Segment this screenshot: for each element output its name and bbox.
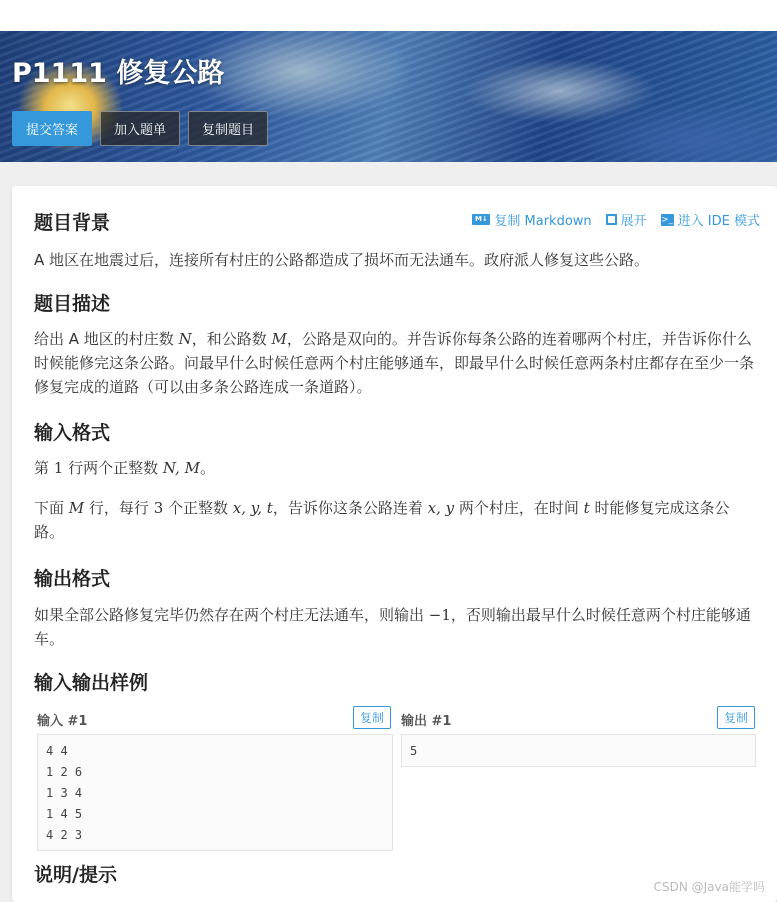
output-format-text (34, 603, 756, 651)
sample-input-box (37, 734, 393, 851)
math-expr: x, y (427, 499, 455, 517)
sample-output-label: 输出 #1 (401, 714, 452, 729)
text-span: 时能修复完成这条公路。 (34, 499, 730, 541)
csdn-watermark: CSDN @Java能学吗 (653, 880, 765, 894)
input-format-p2 (34, 496, 756, 544)
text-span: 如果全部公路修复完毕仍然存在两个村庄无法通车，则输出 (34, 606, 429, 624)
sample-input-label: 输入 #1 (37, 714, 88, 729)
expand-link[interactable] (606, 210, 647, 229)
sample-input-line: 1 4 5 (46, 807, 83, 821)
add-to-list-button[interactable]: 加入题单 (100, 111, 180, 146)
text-span: ，告诉你这条公路连着 (272, 499, 428, 517)
copy-output-button[interactable]: 复制 (717, 706, 755, 729)
input-format-p1 (34, 456, 756, 480)
problem-title: P1111 修复公路 (12, 58, 225, 89)
sample-input-line: 1 3 4 (46, 786, 83, 800)
desc-part-1: 给出 A 地区的村庄数 (34, 330, 179, 348)
banner-actions (12, 111, 268, 146)
text-span: 两个村庄，在时间 (454, 499, 584, 517)
math-expr: x, y, t (232, 499, 273, 517)
description-heading: 题目描述 (34, 293, 111, 315)
var-m: M (271, 330, 287, 348)
sample-output-line: 5 (410, 744, 418, 758)
input-format-heading: 输入格式 (34, 422, 111, 444)
background-heading: 题目背景 (34, 212, 111, 234)
problem-card (12, 186, 777, 902)
text-span: 行两个正整数 (63, 459, 163, 477)
math-expr: M (68, 499, 85, 517)
hint-heading: 说明/提示 (34, 864, 117, 886)
text-span: 下面 (34, 499, 69, 517)
problem-banner (0, 31, 777, 162)
copy-input-button[interactable]: 复制 (353, 706, 391, 729)
samples-heading: 输入输出样例 (34, 672, 149, 694)
terminal-icon: >_ (661, 214, 674, 225)
expand-icon (606, 214, 617, 225)
problem-toolbar (472, 210, 760, 229)
output-format-heading: 输出格式 (34, 568, 111, 590)
text-span: 行，每行 (84, 499, 154, 517)
ide-mode-link[interactable] (661, 210, 760, 229)
desc-part-3: ，公路是双向的。并告诉你每条公路的连着哪两个村庄，并告诉你什么时候能修完这条公路。问最早什么时候任意两个村庄能够通车，即最早什么时候任意两条村庄都存在至少一条修复完成的道路（可以由多条公路连成一条道路）。 (34, 330, 755, 396)
top-strip (0, 0, 777, 31)
desc-part-2: ，和公路数 (191, 330, 272, 348)
copy-markdown-link[interactable] (472, 210, 591, 229)
markdown-icon: M↓ (472, 214, 490, 225)
math-num: −1 (428, 606, 451, 624)
submit-answer-button[interactable]: 提交答案 (12, 111, 92, 146)
var-n: N (178, 330, 192, 348)
copy-markdown-label: 复制 Markdown (494, 214, 592, 229)
sample-input-line: 1 2 6 (46, 765, 83, 779)
math-expr: t (583, 499, 590, 517)
sample-output-box (401, 734, 756, 767)
ide-mode-label: 进入 IDE 模式 (677, 214, 760, 229)
text-span: 个正整数 (163, 499, 233, 517)
math-num: 3 (153, 499, 164, 517)
copy-problem-button[interactable]: 复制题目 (188, 111, 268, 146)
background-text: A 地区在地震过后，连接所有村庄的公路都造成了损坏而无法通车。政府派人修复这些公路。 (34, 251, 650, 269)
description-text (34, 327, 756, 399)
text-span: 。 (199, 459, 215, 477)
math-expr: N, M (162, 459, 200, 477)
expand-label: 展开 (620, 214, 647, 229)
sample-input-line: 4 4 (46, 744, 68, 758)
text-span: 第 (34, 459, 54, 477)
text-span: ，否则输出最早什么时候任意两个村庄能够通车。 (34, 606, 751, 648)
sample-input-line: 4 2 3 (46, 828, 83, 842)
math-num: 1 (53, 459, 64, 477)
